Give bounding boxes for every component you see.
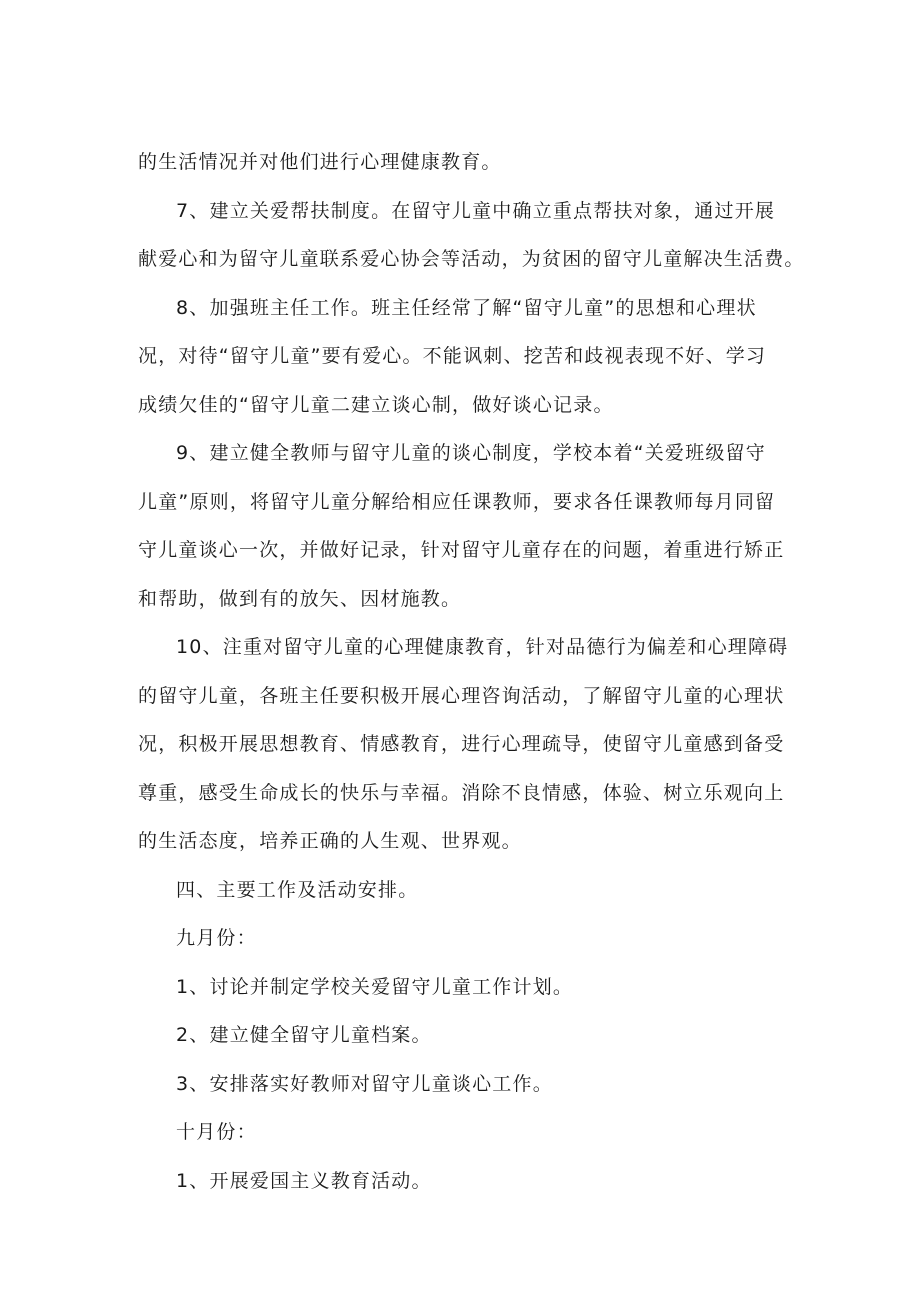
line-text: 况，对待“留守儿童”要有爱心。不能讽刺、挖苦和歧视表现不好、学习 <box>138 345 767 367</box>
month-label-september <box>138 914 798 963</box>
text-line-15 <box>138 817 798 866</box>
text-line-3 <box>138 235 805 284</box>
text-line-6 <box>138 381 798 430</box>
document-body <box>138 138 805 1205</box>
line-text: 7、建立关爱帮扶制度。在留守儿童中确立重点帮扶对象，通过开展 <box>176 199 776 222</box>
line-text: 1、讨论并制定学校关爱留守儿童工作计划。 <box>176 975 574 998</box>
line-text: 况，积极开展思想教育、情感教育，进行心理疏导，使留守儿童感到备受 <box>138 733 785 755</box>
line-text: 儿童”原则，将留守儿童分解给相应任课教师，要求各任课教师每月同留 <box>138 490 776 513</box>
line-text: 九月份： <box>176 927 257 949</box>
text-line-4 <box>138 284 798 333</box>
text-line-1 <box>138 138 798 187</box>
line-text: 尊重，感受生命成长的快乐与幸福。消除不良情感，体验、树立乐观向上 <box>138 781 785 804</box>
line-text: 的生活情况并对他们进行心理健康教育。 <box>138 151 502 173</box>
text-line-11 <box>138 623 798 672</box>
line-text: 3、安排落实好教师对留守儿童谈心工作。 <box>176 1072 553 1095</box>
section-heading <box>138 866 798 915</box>
text-line-5 <box>138 332 798 381</box>
text-line-9 <box>138 526 798 575</box>
list-item <box>138 963 798 1012</box>
line-text: 和帮助，做到有的放矢、因材施教。 <box>138 587 462 610</box>
line-text: 1、开展爱国主义教育活动。 <box>176 1169 432 1192</box>
month-label-october <box>138 1108 798 1157</box>
text-line-8 <box>138 478 798 527</box>
line-text: 9、建立健全教师与留守儿童的谈心制度，学校本着“关爱班级留守 <box>176 442 766 464</box>
list-item <box>138 1011 798 1060</box>
text-line-12 <box>138 672 798 721</box>
line-text: 的留守儿童，各班主任要积极开展心理咨询活动，了解留守儿童的心理状 <box>138 684 785 707</box>
line-text: 四、主要工作及活动安排。 <box>176 878 419 901</box>
list-item <box>138 1157 798 1206</box>
line-text: 十月份： <box>176 1121 257 1143</box>
list-item <box>138 1060 798 1109</box>
line-text: 的生活态度，培养正确的人生观、世界观。 <box>138 830 522 852</box>
line-text: 守儿童谈心一次，并做好记录，针对留守儿童存在的问题，着重进行矫正 <box>138 539 785 561</box>
text-line-13 <box>138 720 798 769</box>
line-text: 成绩欠佳的“留守儿童二建立谈心制，做好谈心记录。 <box>138 393 614 416</box>
line-text: 10、注重对留守儿童的心理健康教育，针对品德行为偏差和心理障碍 <box>176 636 789 658</box>
line-text: 8、加强班主任工作。班主任经常了解“留守儿童”的思想和心理状 <box>176 296 757 319</box>
text-line-7 <box>138 429 798 478</box>
line-text: 2、建立健全留守儿童档案。 <box>176 1024 432 1046</box>
text-line-10 <box>138 575 798 624</box>
line-text: 献爱心和为留守儿童联系爱心协会等活动，为贫困的留守儿童解决生活费。 <box>138 248 805 270</box>
text-line-14 <box>138 769 798 818</box>
text-line-2 <box>138 187 798 236</box>
